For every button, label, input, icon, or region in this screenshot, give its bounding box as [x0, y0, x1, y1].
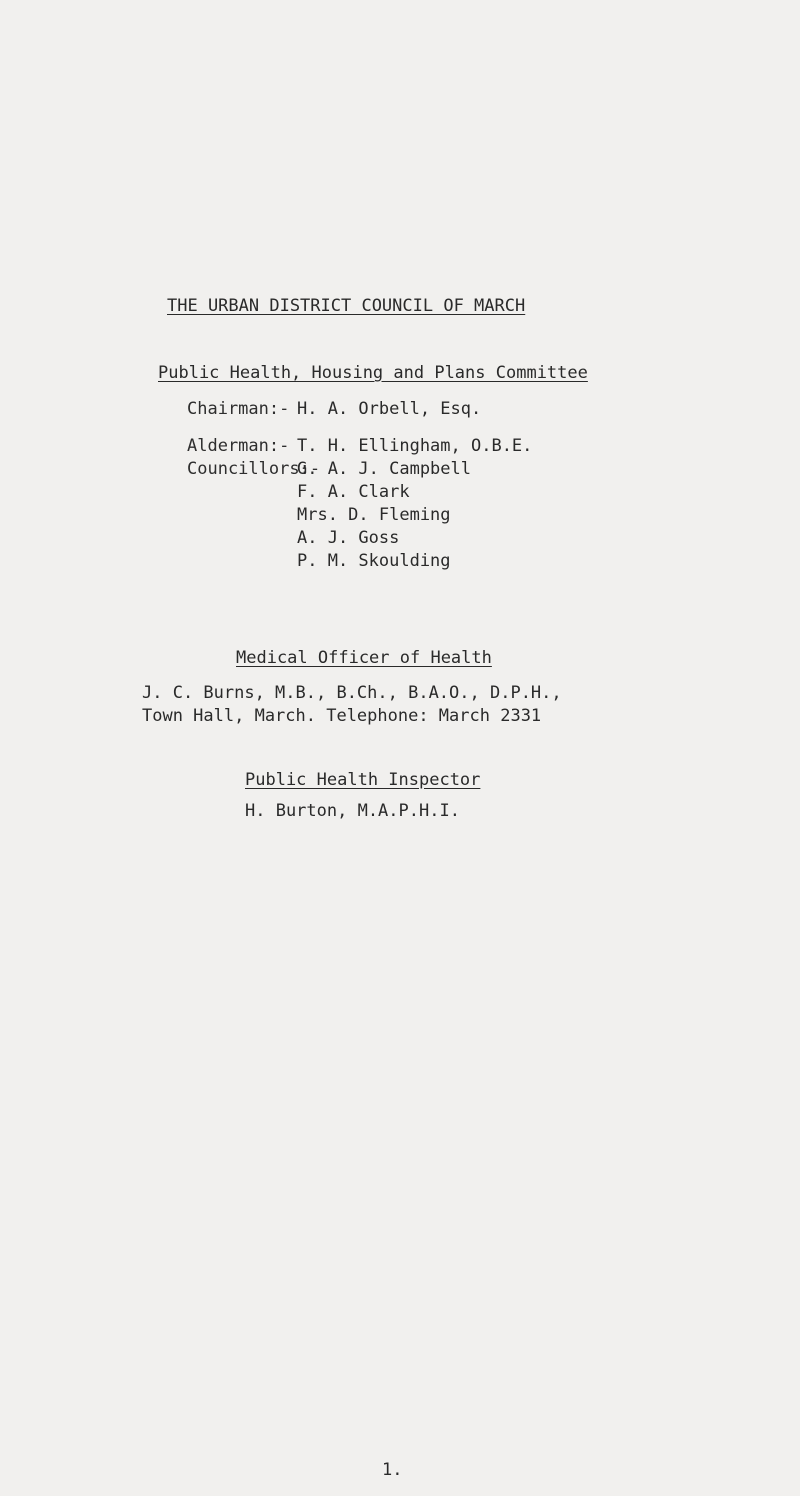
- spacer: [297, 423, 532, 433]
- spacer: [187, 423, 297, 433]
- councillor-name: G. A. J. Campbell: [297, 459, 471, 479]
- councillor-name: P. M. Skoulding: [297, 551, 451, 571]
- councillors-label: Councillors:-: [187, 459, 321, 479]
- councillor-name: F. A. Clark: [297, 482, 410, 502]
- medical-officer-name: J. C. Burns, M.B., B.Ch., B.A.O., D.P.H.,: [142, 683, 562, 703]
- councillor-name: Mrs. D. Fleming: [297, 505, 451, 525]
- alderman-label: Alderman:-: [187, 436, 290, 456]
- committee-title: Public Health, Housing and Plans Committee: [158, 363, 588, 383]
- chairman-name: H. A. Orbell, Esq.: [297, 399, 482, 419]
- alderman-name: T. H. Ellingham, O.B.E.: [297, 436, 533, 456]
- committee-members: [187, 400, 532, 571]
- chairman-label: Chairman:-: [187, 399, 290, 419]
- page-number: 1.: [382, 1460, 403, 1480]
- medical-officer-address: Town Hall, March. Telephone: March 2331: [142, 706, 542, 726]
- medical-officer-heading: Medical Officer of Health: [236, 648, 492, 668]
- councillor-name: A. J. Goss: [297, 528, 400, 548]
- council-title: THE URBAN DISTRICT COUNCIL OF MARCH: [167, 296, 526, 316]
- inspector-name: H. Burton, M.A.P.H.I.: [245, 801, 460, 821]
- inspector-heading: Public Health Inspector: [245, 770, 481, 790]
